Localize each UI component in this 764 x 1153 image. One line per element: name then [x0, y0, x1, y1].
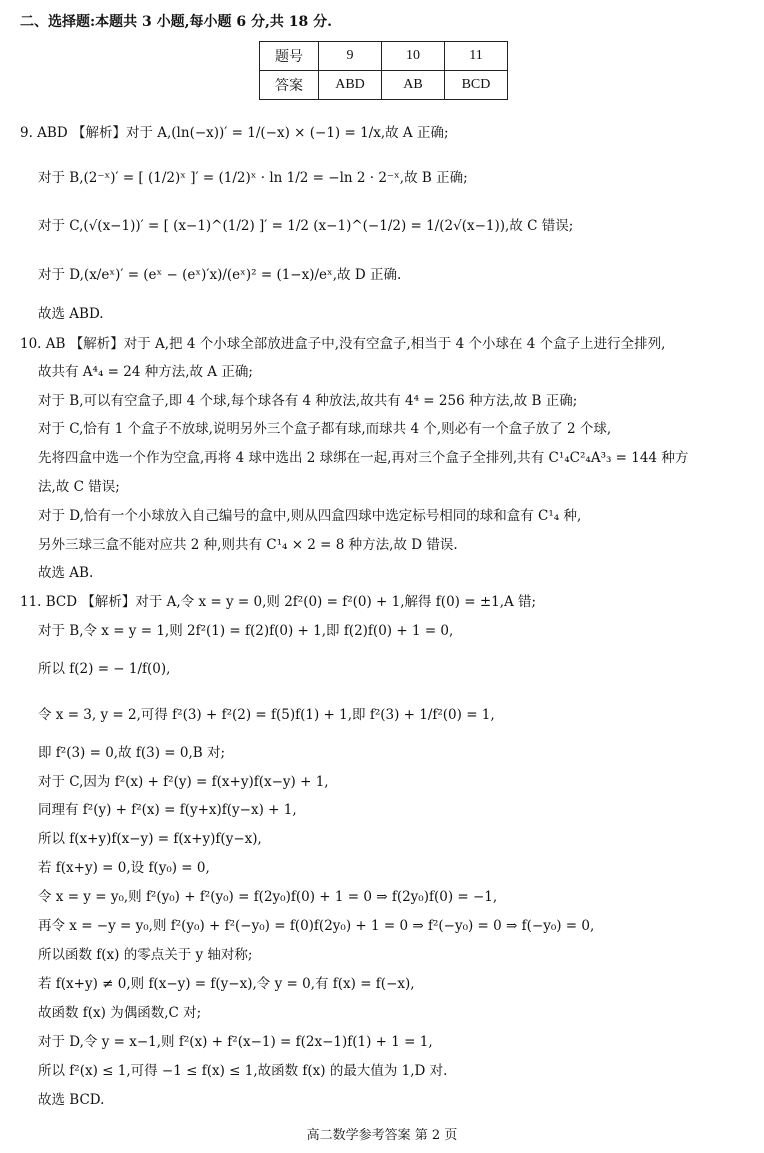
q10-solution-line: 对于 C,恰有 1 个盒子不放球,说明另外三个盒子都有球,而球共 4 个,则必有一个盒子放了 2 个球, — [38, 421, 612, 437]
q11-solution-line: 对于 D,令 y = x−1,则 f²(x) + f²(x−1) = f(2x−1)f(1) + 1 = 1, — [38, 1034, 433, 1050]
answer-table-answer-row — [260, 71, 508, 100]
q10-solution-line: 法,故 C 错误; — [38, 479, 120, 495]
answer-table-answer: BCD — [445, 71, 508, 100]
q10-solution-line: 故共有 A⁴₄ = 24 种方法,故 A 正确; — [38, 364, 253, 380]
answer-table-answer: ABD — [319, 71, 382, 100]
q10-conclusion: 故选 AB. — [38, 565, 94, 581]
q10-solution-line: 对于 D,恰有一个小球放入自己编号的盒中,则从四盒四球中选定标号相同的球和盒有 C¹₄ 种, — [38, 508, 582, 524]
q11-solution-line: 故函数 f(x) 为偶函数,C 对; — [38, 1005, 202, 1021]
q11-solution-line: 所以函数 f(x) 的零点关于 y 轴对称; — [38, 947, 253, 963]
q11-solution-line: 即 f²(3) = 0,故 f(3) = 0,B 对; — [38, 745, 226, 761]
q10-solution-line: 另外三球三盒不能对应共 2 种,则共有 C¹₄ × 2 = 8 种方法,故 D 错误. — [38, 537, 458, 553]
q11-solution-line: 令 x = 3, y = 2,可得 f²(3) + f²(2) = f(5)f(1) + 1,即 f²(3) + 1/f²(0) = 1, — [38, 707, 495, 723]
section-title: 二、选择题:本题共 3 小题,每小题 6 分,共 18 分. — [20, 14, 332, 30]
q11-solution-line: 再令 x = −y = y₀,则 f²(y₀) + f²(−y₀) = f(0)f(2y₀) + 1 = 0 ⇒ f²(−y₀) = 0 ⇒ f(−y₀) = 0, — [38, 918, 595, 934]
answer-table-question: 11 — [445, 42, 508, 71]
q9-solution-line: 对于 C,(√(x−1))′ = [ (x−1)^(1/2) ]′ = 1/2 (x−1)^(−1/2) = 1/(2√(x−1)),故 C 错误; — [38, 218, 574, 234]
q11-solution-line: 令 x = y = y₀,则 f²(y₀) + f²(y₀) = f(2y₀)f(0) + 1 = 0 ⇒ f(2y₀)f(0) = −1, — [38, 889, 498, 905]
answer-table-question: 10 — [382, 42, 445, 71]
q10-solution-line: 先将四盒中选一个作为空盒,再将 4 球中选出 2 球绑在一起,再对三个盒子全排列,共有 C¹₄C²₄A³₃ = 144 种方 — [38, 450, 689, 466]
q9-solution-line: 对于 D,(x/eˣ)′ = (eˣ − (eˣ)′x)/(eˣ)² = (1−x)/eˣ,故 D 正确. — [38, 267, 402, 283]
q9-solution-line: 9. ABD 【解析】对于 A,(ln(−x))′ = 1/(−x) × (−1) = 1/x,故 A 正确; — [20, 125, 449, 141]
answer-table — [259, 41, 508, 100]
q11-solution-line: 对于 C,因为 f²(x) + f²(y) = f(x+y)f(x−y) + 1, — [38, 774, 329, 790]
answer-table-answer: AB — [382, 71, 445, 100]
page-footer: 高二数学参考答案 第 2 页 — [306, 1128, 458, 1143]
answer-table-question: 9 — [319, 42, 382, 71]
q11-solution-line: 所以 f(x+y)f(x−y) = f(x+y)f(y−x), — [38, 831, 262, 847]
answer-table-header-label: 题号 — [260, 42, 319, 71]
answer-table-answer-label: 答案 — [260, 71, 319, 100]
q9-solution-line: 对于 B,(2⁻ˣ)′ = [ (1/2)ˣ ]′ = (1/2)ˣ · ln 1/2 = −ln 2 · 2⁻ˣ,故 B 正确; — [38, 170, 468, 186]
q11-solution-line: 11. BCD 【解析】对于 A,令 x = y = 0,则 2f²(0) = f²(0) + 1,解得 f(0) = ±1,A 错; — [20, 594, 537, 610]
q10-solution-line: 10. AB 【解析】对于 A,把 4 个小球全部放进盒子中,没有空盒子,相当于 4 个小球在 4 个盒子上进行全排列, — [20, 336, 666, 352]
q9-conclusion: 故选 ABD. — [38, 306, 104, 322]
q11-solution-line: 若 f(x+y) = 0,设 f(y₀) = 0, — [38, 860, 210, 876]
answer-table-header-row — [260, 42, 508, 71]
q11-solution-line: 所以 f²(x) ≤ 1,可得 −1 ≤ f(x) ≤ 1,故函数 f(x) 的最大值为 1,D 对. — [38, 1063, 448, 1079]
q10-solution-line: 对于 B,可以有空盒子,即 4 个球,每个球各有 4 种放法,故共有 4⁴ = 256 种方法,故 B 正确; — [38, 393, 578, 409]
q11-solution-line: 对于 B,令 x = y = 1,则 2f²(1) = f(2)f(0) + 1,即 f(2)f(0) + 1 = 0, — [38, 623, 454, 639]
q11-conclusion: 故选 BCD. — [38, 1092, 105, 1108]
q11-solution-line: 若 f(x+y) ≠ 0,则 f(x−y) = f(y−x),令 y = 0,有 f(x) = f(−x), — [38, 976, 415, 992]
q11-solution-line: 所以 f(2) = − 1/f(0), — [38, 661, 171, 677]
q11-solution-line: 同理有 f²(y) + f²(x) = f(y+x)f(y−x) + 1, — [38, 802, 297, 818]
